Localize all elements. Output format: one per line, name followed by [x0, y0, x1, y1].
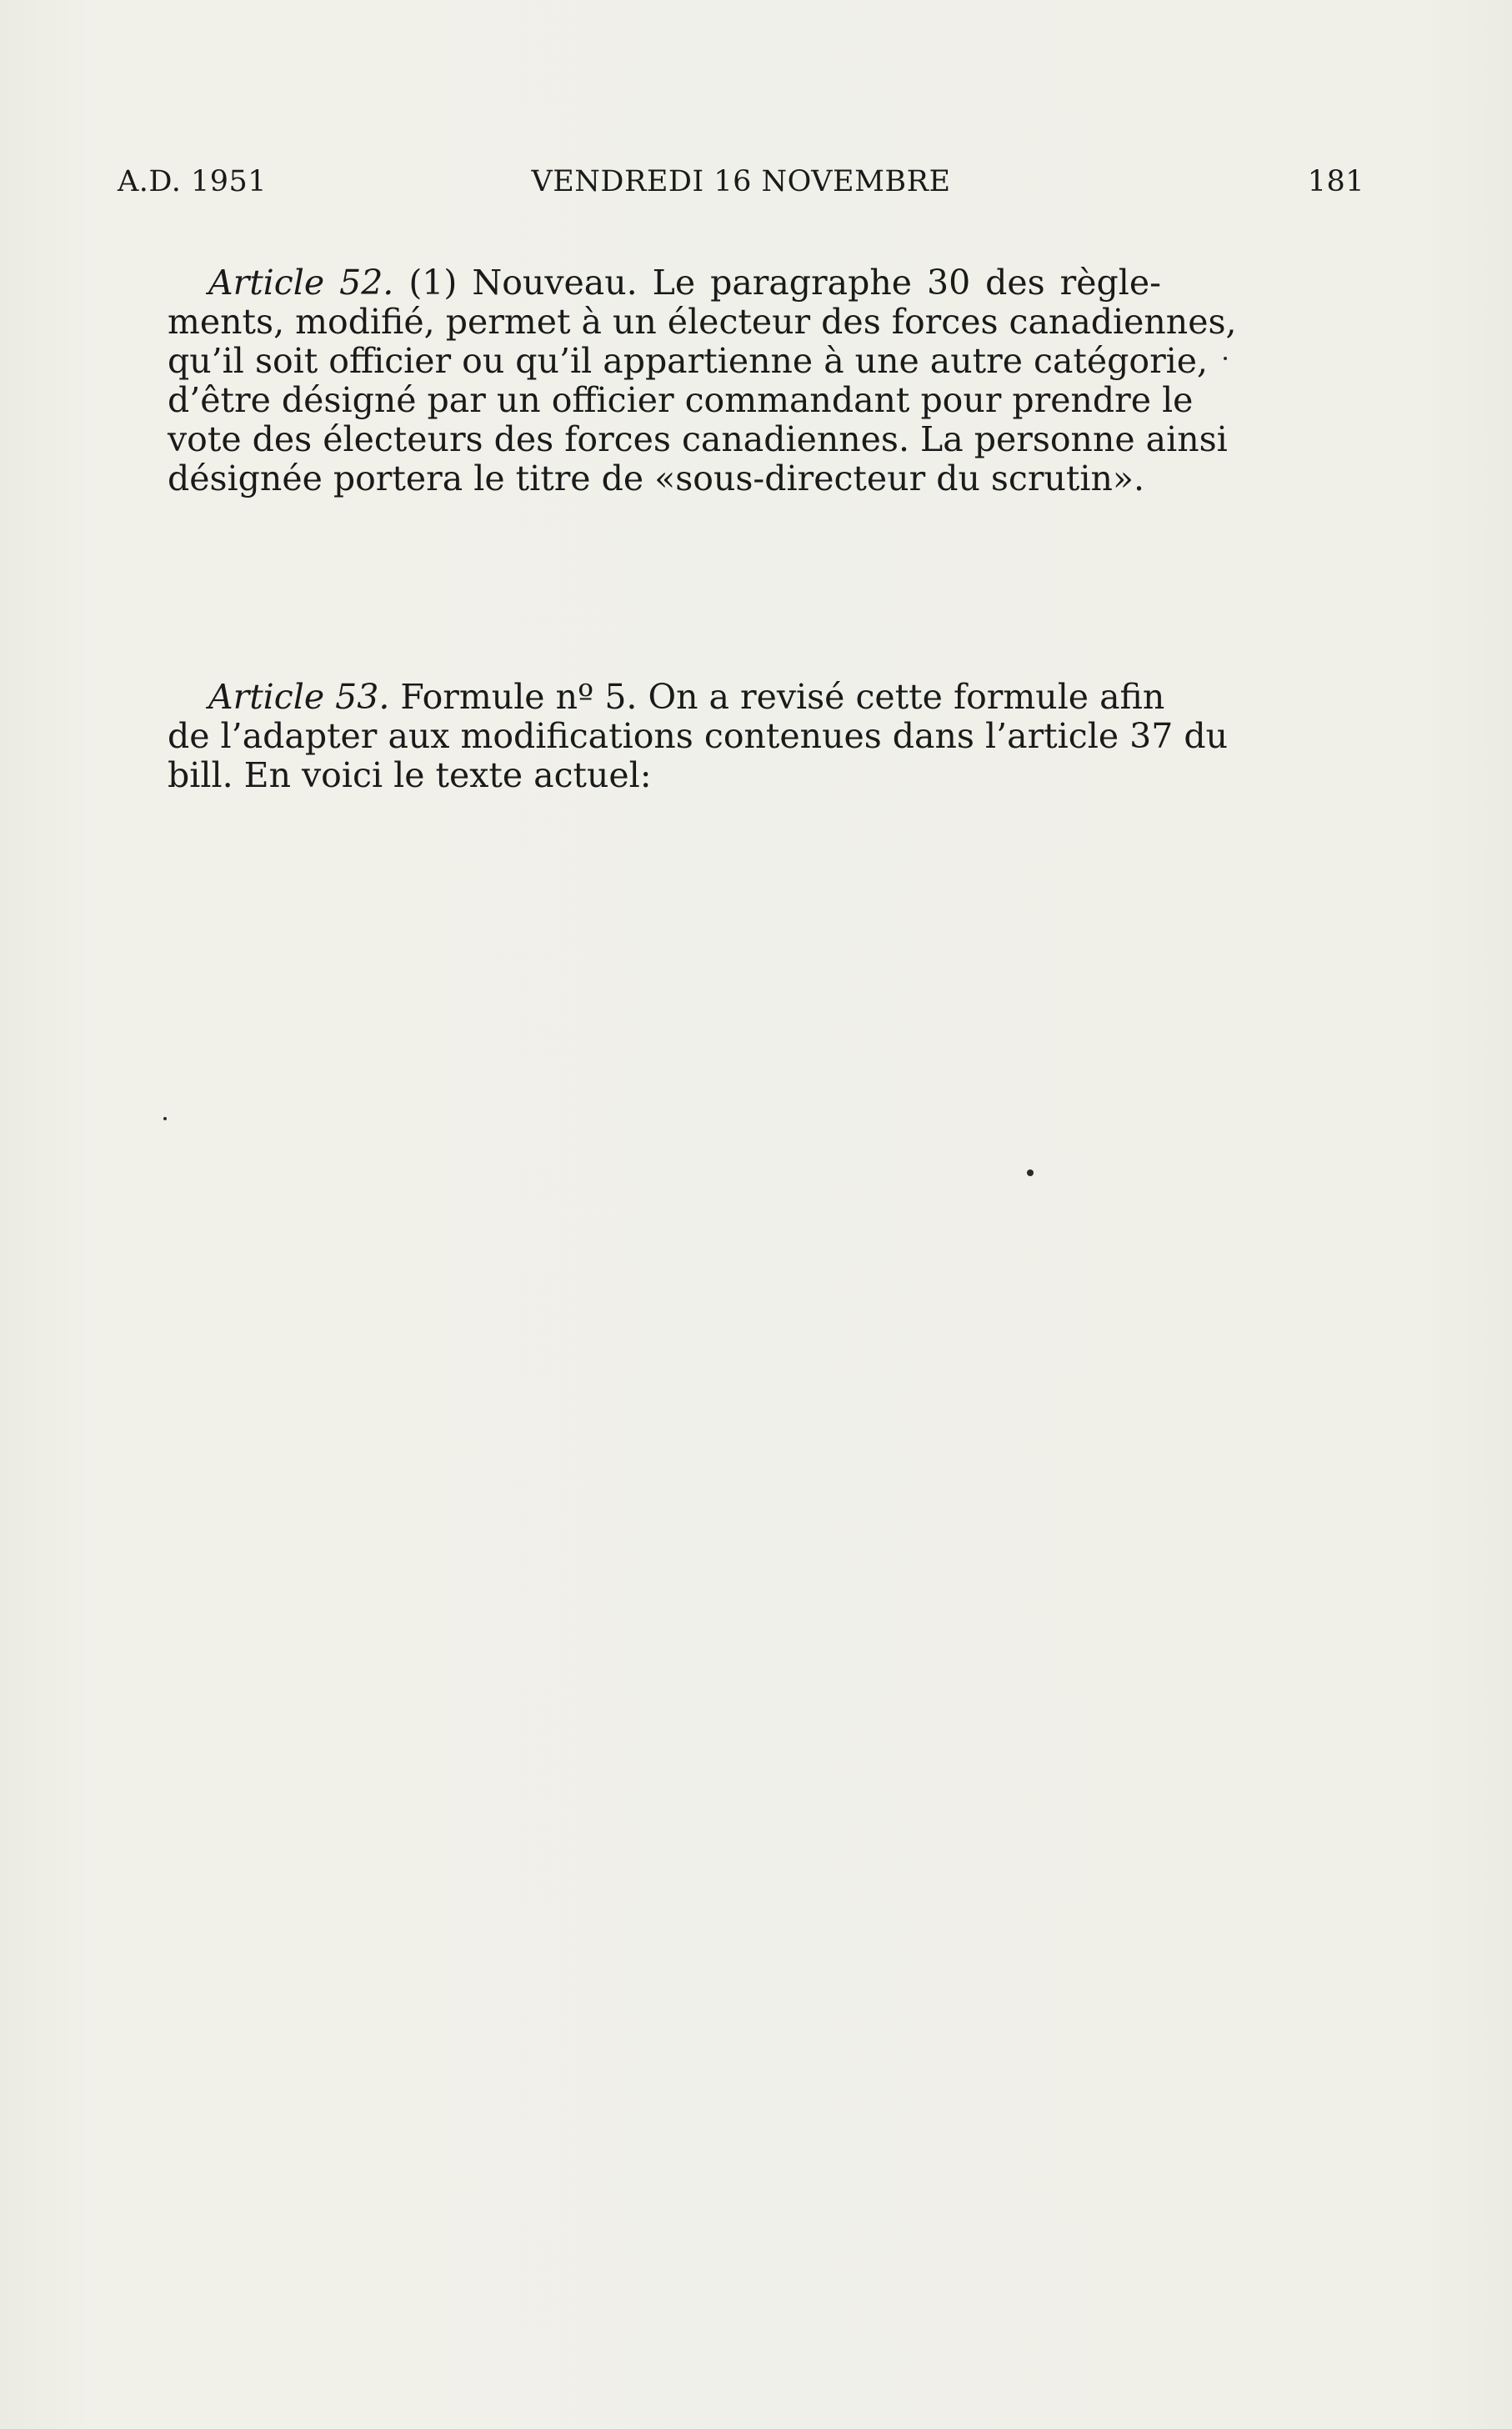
paragraph-line: désignée portera le titre de «sous-directeur du scrutin».: [168, 458, 1145, 498]
ink-speck: [1027, 1169, 1034, 1176]
running-header: [118, 165, 1364, 207]
paragraph-line: de l’adapter aux modifications contenues dans l’article 37 du: [168, 716, 1228, 756]
paragraph-line: vote des électeurs des forces canadiennes. La personne ainsi: [168, 419, 1228, 459]
paragraph-line: d’être désigné par un officier commandant pour prendre le: [168, 380, 1194, 420]
page-number: 181: [1307, 165, 1364, 198]
ink-speck: [163, 1117, 167, 1120]
header-year: A.D. 1951: [118, 165, 268, 198]
paragraph-line: [168, 263, 1161, 303]
article-53-paragraph: [168, 677, 1228, 795]
paragraph-line: ments, modifié, permet à un électeur des forces canadiennes,: [168, 302, 1237, 342]
line-text: Formule nº 5. On a revisé cette formule afin: [400, 677, 1165, 717]
article-label: Article 52.: [208, 263, 394, 303]
paragraph-line: bill. En voici le texte actuel:: [168, 755, 652, 795]
article-52-paragraph: [168, 263, 1237, 498]
article-label: Article 53.: [208, 677, 390, 717]
line-text: (1) Nouveau. Le paragraphe 30 des règle-: [408, 263, 1161, 303]
header-date: VENDREDI 16 NOVEMBRE: [531, 165, 951, 198]
paragraph-line: qu’il soit officier ou qu’il appartienne à une autre catégorie,: [168, 341, 1209, 381]
ink-speck: [1224, 357, 1227, 360]
paragraph-line: [168, 677, 1165, 717]
